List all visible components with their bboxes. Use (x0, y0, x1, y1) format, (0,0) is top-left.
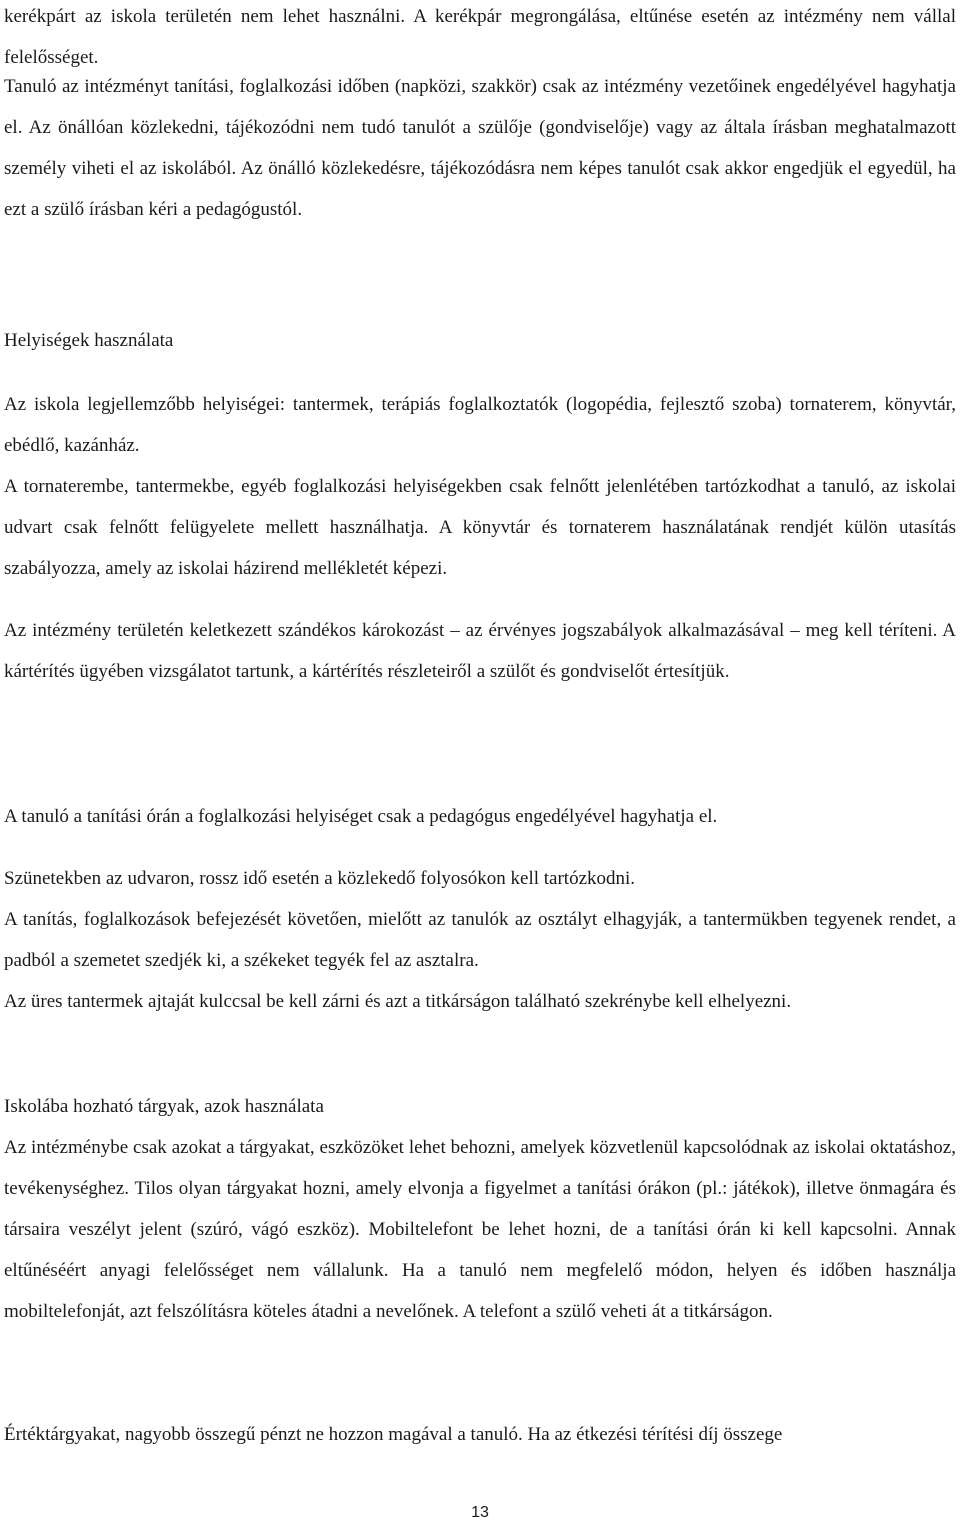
paragraph-locking-rooms: Az üres tantermek ajtaját kulccsal be kell zárni és azt a titkárságon található szekrénybe kell elhelyezni. (4, 991, 792, 1012)
heading-room-usage: Helyiségek használata (4, 330, 174, 351)
paragraph-bicycle: kerékpárt az iskola területén nem lehet használni. A kerékpár megrongálása, eltűnése esetén az intézmény nem vállal felelősséget. (4, 6, 956, 68)
paragraph-rooms-list: Az iskola legjellemzőbb helyiségei: tantermek, terápiás foglalkoztatók (logopédia, fejlesztő szoba) tornaterem, könyvtár, ebédlő, kazánház. (4, 394, 956, 456)
paragraph-valuables: Értéktárgyakat, nagyobb összegű pénzt ne hozzon magával a tanuló. Ha az étkezési térítési díj összege (4, 1424, 783, 1445)
paragraph-damage-compensation: Az intézmény területén keletkezett szándékos károkozást – az érvényes jogszabályok alkalmazásával – meg kell téríteni. A kártérítés ügyében vizsgálatot tartunk, a kártérítés részleteiről a szülőt és gondviselőt értesítjük. (4, 620, 956, 682)
paragraph-gym-classrooms: A tornaterembe, tantermekbe, egyéb foglalkozási helyiségekben csak felnőtt jelenlétében tartózkodhat a tanuló, az iskolai udvart csak felnőtt felügyelete mellett használhatja. A könyvtár és tornaterem használatának rendjét külön utasítás szabályozza, amely az iskolai házirend mellékletét képezi. (4, 476, 956, 579)
paragraph-breaks: Szünetekben az udvaron, rossz idő esetén a közlekedő folyosókon kell tartózkodni. (4, 868, 636, 889)
paragraph-after-class: A tanítás, foglalkozások befejezését követően, mielőtt az tanulók az osztályt elhagyják, a tantermükben tegyenek rendet, a padból a szemetet szedjék ki, a székeket tegyék fel az asztalra. (4, 909, 956, 971)
heading-items-brought: Iskolába hozható tárgyak, azok használata (4, 1096, 324, 1117)
page-number: 13 (471, 1504, 489, 1521)
paragraph-leaving-classroom: A tanuló a tanítási órán a foglalkozási helyiséget csak a pedagógus engedélyével hagyhatja el. (4, 806, 718, 827)
paragraph-leaving-school: Tanuló az intézményt tanítási, foglalkozási időben (napközi, szakkör) csak az intézmény vezetőinek engedélyével hagyhatja el. Az önállóan közlekedni, tájékozódni nem tudó tanulót a szülője (gondviselője) vagy az általa írásban meghatalmazott személy viheti el az iskolából. Az önálló közlekedésre, tájékozódásra nem képes tanulót csak akkor engedjük el egyedül, ha ezt a szülő írásban kéri a pedagógustól. (4, 76, 956, 220)
paragraph-allowed-items: Az intézménybe csak azokat a tárgyakat, eszközöket lehet behozni, amelyek közvetlenül kapcsolódnak az iskolai oktatáshoz, tevékenységhez. Tilos olyan tárgyakat hozni, amely elvonja a figyelmet a tanítási órákon (pl.: játékok), illetve önmagára és társaira veszélyt jelent (szúró, vágó eszköz). Mobiltelefont be lehet hozni, de a tanítási órán ki kell kapcsolni. Annak eltűnéséért anyagi felelősséget nem vállalunk. Ha a tanuló nem megfelelő módon, helyen és időben használja mobiltelefonját, azt felszólításra köteles átadni a nevelőnek. A telefont a szülő veheti át a titkárságon. (4, 1137, 956, 1322)
